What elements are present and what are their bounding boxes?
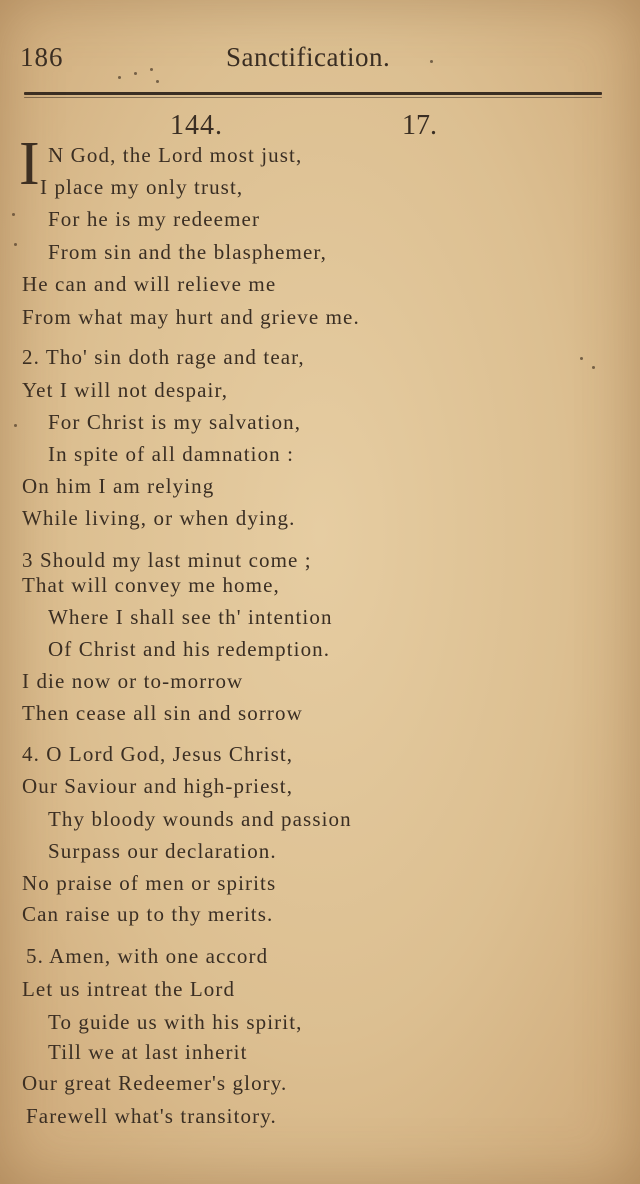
running-head: Sanctification. bbox=[226, 42, 391, 72]
stanza-3-line-3: Where I shall see th' intention bbox=[48, 605, 333, 629]
stanza-3-line-4: Of Christ and his redemption. bbox=[48, 637, 331, 661]
stanza-2-line-3: For Christ is my salvation, bbox=[48, 410, 302, 434]
stanza-2-line-5: On him I am relying bbox=[22, 474, 215, 498]
stanza-1-line-4: From sin and the blasphemer, bbox=[48, 240, 327, 264]
ink-speck bbox=[150, 68, 153, 71]
stanza-1-line-1: N God, the Lord most just, bbox=[48, 143, 303, 167]
stanza-2-line-4: In spite of all damnation : bbox=[48, 442, 295, 466]
stanza-4-line-2: Our Saviour and high-priest, bbox=[22, 774, 294, 798]
stanza-3-line-6: Then cease all sin and sorrow bbox=[22, 701, 303, 725]
stanza-3-line-5: I die now or to-morrow bbox=[22, 669, 244, 693]
stanza-4-line-1: 4. O Lord God, Jesus Christ, bbox=[22, 742, 294, 766]
stanza-2-line-2: Yet I will not despair, bbox=[22, 378, 229, 402]
ink-speck bbox=[580, 357, 583, 360]
page-header bbox=[20, 40, 620, 80]
stanza-1-line-3: For he is my redeemer bbox=[48, 207, 261, 231]
stanza-3-line-1: 3 Should my last minut come ; bbox=[22, 548, 312, 572]
stanza-5-line-4: Till we at last inherit bbox=[48, 1040, 248, 1064]
hymn-tune-number: 17. bbox=[402, 110, 437, 141]
ink-speck bbox=[14, 243, 17, 246]
stanza-5-line-1: 5. Amen, with one accord bbox=[26, 944, 269, 968]
header-rule-thin bbox=[24, 97, 602, 98]
stanza-2-line-1: 2. Tho' sin doth rage and tear, bbox=[22, 345, 305, 369]
ink-speck bbox=[12, 213, 15, 216]
stanza-4-line-6: Can raise up to thy merits. bbox=[22, 902, 274, 926]
ink-speck bbox=[592, 366, 595, 369]
ink-speck bbox=[134, 72, 137, 75]
stanza-4-line-5: No praise of men or spirits bbox=[22, 871, 277, 895]
header-rule bbox=[24, 92, 602, 95]
ink-speck bbox=[118, 76, 121, 79]
drop-cap: I bbox=[19, 130, 40, 198]
stanza-5-line-3: To guide us with his spirit, bbox=[48, 1010, 303, 1034]
stanza-2-line-6: While living, or when dying. bbox=[22, 506, 296, 530]
stanza-1-line-5: He can and will relieve me bbox=[22, 272, 277, 296]
stanza-1-line-6: From what may hurt and grieve me. bbox=[22, 305, 360, 329]
ink-speck bbox=[430, 60, 433, 63]
stanza-4-line-4: Surpass our declaration. bbox=[48, 839, 277, 863]
stanza-1-line-2: I place my only trust, bbox=[40, 175, 244, 199]
ink-speck bbox=[14, 424, 17, 427]
page-number: 186 bbox=[20, 42, 64, 72]
stanza-5-line-6: Farewell what's transitory. bbox=[26, 1104, 277, 1128]
stanza-5-line-5: Our great Redeemer's glory. bbox=[22, 1071, 288, 1095]
stanza-5-line-2: Let us intreat the Lord bbox=[22, 977, 236, 1001]
hymn-number: 144. bbox=[170, 110, 223, 141]
stanza-3-line-2: That will convey me home, bbox=[22, 573, 280, 597]
ink-speck bbox=[156, 80, 159, 83]
stanza-4-line-3: Thy bloody wounds and passion bbox=[48, 807, 352, 831]
